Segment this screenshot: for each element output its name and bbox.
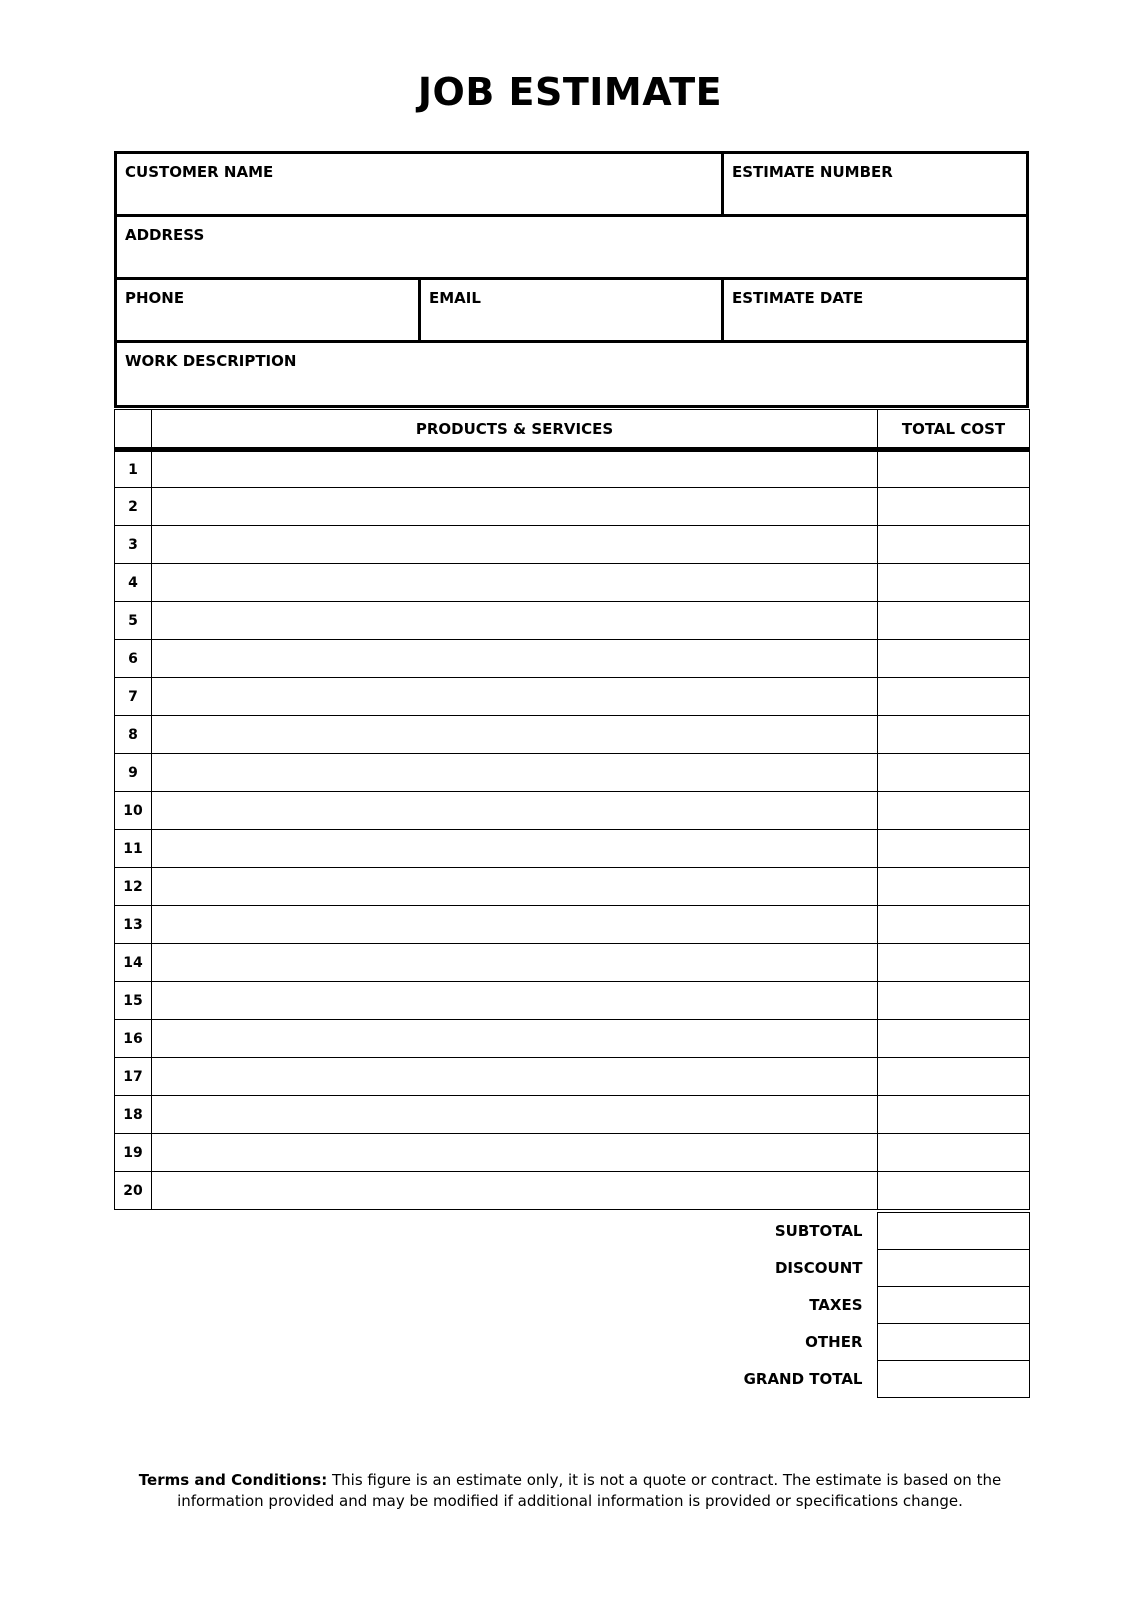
product-service-cell[interactable] <box>152 754 878 792</box>
table-row <box>115 792 1030 830</box>
product-service-cell[interactable] <box>152 640 878 678</box>
total-cost-cell[interactable] <box>878 716 1030 754</box>
row-number: 1 <box>115 450 152 488</box>
total-cost-cell[interactable] <box>878 1096 1030 1134</box>
subtotal-field[interactable] <box>877 1213 1029 1250</box>
header-products-services: PRODUCTS & SERVICES <box>152 410 878 450</box>
product-service-cell[interactable] <box>152 602 878 640</box>
other-field[interactable] <box>877 1324 1029 1361</box>
table-row <box>115 1058 1030 1096</box>
table-row <box>115 868 1030 906</box>
work-description-field[interactable] <box>117 343 1026 405</box>
product-service-cell[interactable] <box>152 1096 878 1134</box>
address-label: ADDRESS <box>125 226 205 244</box>
total-cost-cell[interactable] <box>878 830 1030 868</box>
table-row <box>115 1172 1030 1210</box>
terms-heading: Terms and Conditions: <box>138 1471 328 1489</box>
total-cost-cell[interactable] <box>878 868 1030 906</box>
table-row <box>115 678 1030 716</box>
table-row <box>115 1096 1030 1134</box>
total-cost-cell[interactable] <box>878 1134 1030 1172</box>
row-number: 6 <box>115 640 152 678</box>
total-cost-cell[interactable] <box>878 792 1030 830</box>
estimate-number-label: ESTIMATE NUMBER <box>732 163 893 181</box>
other-label: OTHER <box>805 1333 863 1351</box>
total-cost-cell[interactable] <box>878 526 1030 564</box>
row-number: 3 <box>115 526 152 564</box>
row-number: 2 <box>115 488 152 526</box>
row-number: 18 <box>115 1096 152 1134</box>
other-row <box>700 1324 1029 1361</box>
header-total-cost: TOTAL COST <box>878 410 1030 450</box>
phone-field[interactable] <box>117 280 418 340</box>
product-service-cell[interactable] <box>152 830 878 868</box>
terms-and-conditions <box>130 1470 1010 1512</box>
table-row <box>115 488 1030 526</box>
discount-field[interactable] <box>877 1250 1029 1287</box>
estimate-date-field[interactable] <box>724 280 1026 340</box>
total-cost-cell[interactable] <box>878 602 1030 640</box>
total-cost-cell[interactable] <box>878 640 1030 678</box>
discount-row <box>700 1250 1029 1287</box>
taxes-field[interactable] <box>877 1287 1029 1324</box>
table-header-row <box>115 410 1030 450</box>
table-row <box>115 526 1030 564</box>
work-description-label: WORK DESCRIPTION <box>125 352 297 370</box>
total-cost-cell[interactable] <box>878 488 1030 526</box>
address-field[interactable] <box>117 217 1026 277</box>
header-number <box>115 410 152 450</box>
total-cost-cell[interactable] <box>878 982 1030 1020</box>
product-service-cell[interactable] <box>152 906 878 944</box>
table-row <box>115 982 1030 1020</box>
table-row <box>115 602 1030 640</box>
estimate-date-label: ESTIMATE DATE <box>732 289 864 307</box>
grand-total-field[interactable] <box>877 1361 1029 1398</box>
row-number: 13 <box>115 906 152 944</box>
totals-table <box>700 1212 1030 1398</box>
grand-total-label: GRAND TOTAL <box>743 1370 863 1388</box>
page-title: JOB ESTIMATE <box>417 70 723 114</box>
customer-info-form <box>114 151 1029 408</box>
email-label: EMAIL <box>429 289 481 307</box>
total-cost-cell[interactable] <box>878 944 1030 982</box>
email-field[interactable] <box>421 280 721 340</box>
subtotal-row <box>700 1213 1029 1250</box>
product-service-cell[interactable] <box>152 488 878 526</box>
product-service-cell[interactable] <box>152 1172 878 1210</box>
row-number: 16 <box>115 1020 152 1058</box>
grand-total-row <box>700 1361 1029 1398</box>
product-service-cell[interactable] <box>152 1020 878 1058</box>
product-service-cell[interactable] <box>152 450 878 488</box>
total-cost-cell[interactable] <box>878 450 1030 488</box>
products-services-table <box>114 409 1030 1210</box>
row-number: 12 <box>115 868 152 906</box>
customer-name-field[interactable] <box>117 154 721 214</box>
row-number: 14 <box>115 944 152 982</box>
row-number: 11 <box>115 830 152 868</box>
row-number: 7 <box>115 678 152 716</box>
table-row <box>115 640 1030 678</box>
table-row <box>115 944 1030 982</box>
table-row <box>115 1134 1030 1172</box>
total-cost-cell[interactable] <box>878 1020 1030 1058</box>
row-number: 4 <box>115 564 152 602</box>
table-row <box>115 830 1030 868</box>
discount-label: DISCOUNT <box>774 1259 863 1277</box>
subtotal-label: SUBTOTAL <box>774 1222 863 1240</box>
product-service-cell[interactable] <box>152 792 878 830</box>
total-cost-cell[interactable] <box>878 906 1030 944</box>
table-row <box>115 564 1030 602</box>
total-cost-cell[interactable] <box>878 1058 1030 1096</box>
product-service-cell[interactable] <box>152 716 878 754</box>
product-service-cell[interactable] <box>152 982 878 1020</box>
row-number: 15 <box>115 982 152 1020</box>
taxes-row <box>700 1287 1029 1324</box>
row-number: 19 <box>115 1134 152 1172</box>
terms-body: This figure is an estimate only, it is not a quote or contract. The estimate is based on the information provided and may be modified if additional information is provided or specifications change. <box>177 1471 1002 1510</box>
table-row <box>115 716 1030 754</box>
product-service-cell[interactable] <box>152 868 878 906</box>
estimate-number-field[interactable] <box>724 154 1026 214</box>
product-service-cell[interactable] <box>152 1058 878 1096</box>
row-number: 8 <box>115 716 152 754</box>
product-service-cell[interactable] <box>152 526 878 564</box>
product-service-cell[interactable] <box>152 944 878 982</box>
product-service-cell[interactable] <box>152 1134 878 1172</box>
row-number: 17 <box>115 1058 152 1096</box>
row-number: 9 <box>115 754 152 792</box>
row-number: 10 <box>115 792 152 830</box>
phone-label: PHONE <box>125 289 185 307</box>
customer-name-label: CUSTOMER NAME <box>125 163 274 181</box>
product-service-cell[interactable] <box>152 678 878 716</box>
table-row <box>115 906 1030 944</box>
table-row <box>115 1020 1030 1058</box>
row-number: 5 <box>115 602 152 640</box>
product-service-cell[interactable] <box>152 564 878 602</box>
taxes-label: TAXES <box>809 1296 863 1314</box>
table-row <box>115 450 1030 488</box>
table-row <box>115 754 1030 792</box>
row-number: 20 <box>115 1172 152 1210</box>
total-cost-cell[interactable] <box>878 1172 1030 1210</box>
total-cost-cell[interactable] <box>878 564 1030 602</box>
total-cost-cell[interactable] <box>878 678 1030 716</box>
total-cost-cell[interactable] <box>878 754 1030 792</box>
